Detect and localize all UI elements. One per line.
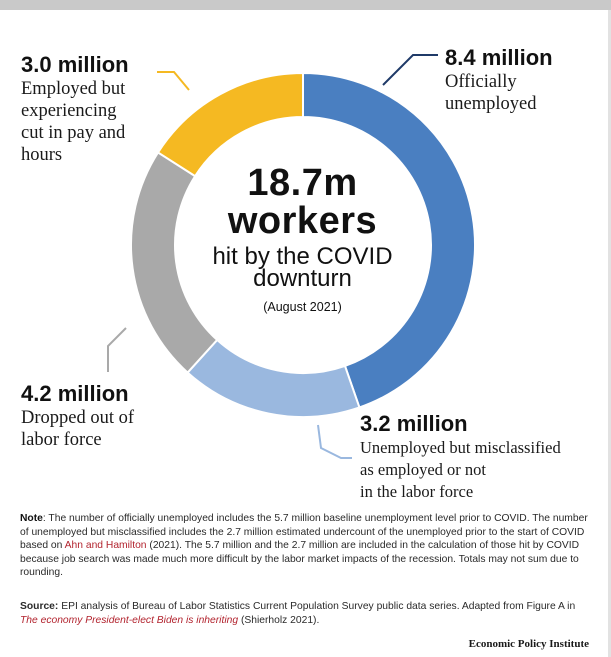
center-total: 18.7m	[247, 162, 358, 204]
label-line: as employed or not	[360, 460, 487, 479]
label-line: in the labor force	[360, 482, 474, 501]
label-line: unemployed	[445, 94, 537, 114]
source-text-continued: (Shierholz 2021).	[238, 614, 320, 626]
slice-label-pay-cut	[21, 78, 125, 166]
slice-amount-dropped-out: 4.2 million	[21, 381, 129, 406]
note-link[interactable]: Ahn and Hamilton	[64, 540, 147, 552]
center-subtitle-2: downturn	[253, 265, 352, 292]
center-subtitle-1: hit by the COVID	[212, 243, 393, 270]
leader-misclassified	[318, 425, 352, 458]
slice-label-dropped-out	[21, 407, 134, 451]
slice-label-officially-unemployed	[445, 71, 536, 115]
label-line: hours	[21, 145, 63, 165]
label-line: cut in pay and	[21, 123, 126, 143]
label-line: Officially	[445, 72, 517, 92]
slice-pay-cut	[158, 73, 303, 176]
note-text: : The number of officially unemployed includes the 5.7 million baseline unemployment level prior to COVID. The number of unemployed but misclassified includes the 2.7 million estimated undercount of the unemployed prior to the start of COVID based on	[20, 513, 588, 552]
label-line: labor force	[21, 430, 102, 450]
source-text: EPI analysis of Bureau of Labor Statistics Current Population Survey public data series. Adapted from Figure A in	[58, 601, 576, 612]
chart-note	[20, 512, 592, 580]
slice-amount-officially-unemployed: 8.4 million	[445, 45, 553, 70]
leader-officially-unemployed	[383, 55, 438, 85]
source-link[interactable]: The economy President-elect Biden is inheriting	[20, 614, 239, 626]
brand-logo-text: Economic Policy Institute	[468, 638, 589, 650]
source-label: Source:	[20, 601, 59, 612]
slice-amount-pay-cut: 3.0 million	[21, 52, 129, 77]
note-label: Note	[20, 513, 43, 524]
label-line: Unemployed but misclassified	[360, 438, 561, 457]
label-line: Employed but	[21, 79, 126, 99]
center-workers: workers	[227, 200, 378, 242]
slice-amount-misclassified: 3.2 million	[360, 411, 468, 436]
label-line: Dropped out of	[21, 408, 135, 428]
leader-dropped-out	[108, 328, 126, 372]
slice-misclassified	[188, 340, 360, 417]
chart-source	[20, 600, 592, 627]
note-text-continued: (2021). The 5.7 million and the 2.7 million are included in the calculation of those hit by COVID because job search was made much more difficult by the labor market impacts of the recession. Totals may not sum due to rounding.	[20, 540, 580, 579]
center-date: (August 2021)	[263, 300, 342, 314]
donut-center	[195, 164, 410, 314]
slice-label-misclassified	[360, 437, 561, 503]
label-line: experiencing	[21, 101, 117, 121]
leader-pay-cut	[157, 72, 189, 90]
